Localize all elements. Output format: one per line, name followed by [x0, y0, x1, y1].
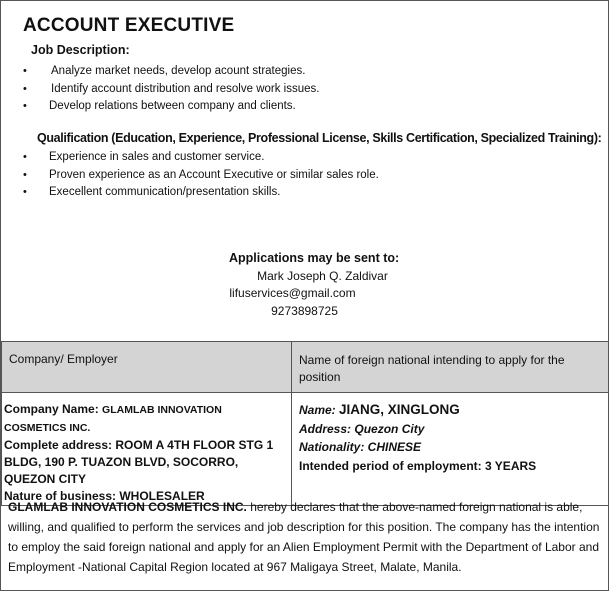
table-row — [2, 393, 609, 506]
name-value: JIANG, XINGLONG — [339, 402, 460, 417]
qualification-heading: Qualification (Education, Experience, Professional License, Skills Certification, Specialized Training): — [37, 131, 602, 145]
nationality-label: Nationality: — [299, 440, 368, 454]
nationality-value: CHINESE — [367, 440, 422, 454]
name-label: Name: — [299, 403, 340, 417]
company-name-value: GLAMLAB INNOVATION COSMETICS INC. — [4, 404, 222, 434]
company-employer-header: Company/ Employer — [2, 342, 292, 393]
bullet-icon: • — [23, 82, 27, 95]
fn-address-value: Quezon City — [354, 421, 425, 436]
declaration-text: hereby declares that the above-named foreign national is able, willing, and qualified to perform the services and job description for this position. The company has the intention to employ the said foreign national and apply for an Alien Employment Permit with the Department of Labor and Employment -National Capital Region located at 967 Maligaya Street, Malate, Manila. — [8, 500, 600, 574]
job-posting: ACCOUNT EXECUTIVE Job Description: • Analyze market needs, develop acount strategies. • Identify account distribution and resolve work issues. • Develop relations between company and clients. Qualification (Education, Experience, Professional License, Skills Certification, Specialized Training): • Experience in sales and customer service. • Proven experience as an Account Executive or similar sales role. • Execellent communication/presentation skills. Applications may be sent to: Mark Joseph Q. Zaldivar lifuservices@gmail.com 9273898725 Company/ Employer Name of foreign national intending to apply for the position Company Name: GLAMLAB INNOVATION COSMETICS INC. Complete address: ROOM A 4TH FLOOR STG 1 BLDG, 190 P. TUAZON BLVD, SOCORRO, QUEZON CITY Nature of business: WHOLESALER Name: JIANG, XINGLONG Address: Quezon City Nationality: CHINESE Intended period of employment: 3 YEARS GLAMLAB INNOVATION COSMETICS INC. hereby declares that the above-named foreign national is able, willing, and qualified to perform the services and job description for this position. The company has the intention to employ the said foreign national and apply for an Alien Employment Permit with the Department of Labor and Employment -National Capital Region located at 967 Maligaya Street, Malate, Manila. — [0, 0, 609, 591]
business-value: WHOLESALER — [119, 489, 205, 503]
fn-address-label: Address: — [299, 421, 355, 436]
declaration-paragraph — [8, 497, 600, 577]
bullet-icon: • — [23, 100, 27, 112]
company-details — [2, 393, 292, 506]
address-value: ROOM A 4TH FLOOR STG 1 BLDG, 190 P. TUAZON BLVD, SOCORRO, QUEZON CITY — [4, 438, 274, 486]
bullet-icon: • — [23, 186, 27, 198]
foreign-national-details — [292, 393, 609, 506]
bullet-icon: • — [23, 168, 27, 181]
page-title: ACCOUNT EXECUTIVE — [23, 15, 235, 36]
address-label: Complete address: — [4, 438, 116, 452]
period-value: 3 YEARS — [485, 458, 537, 473]
company-name-label: Company Name: — [4, 402, 103, 416]
job-description-heading: Job Description: — [31, 43, 130, 57]
foreign-national-header: Name of foreign national intending to apply for the position — [292, 342, 609, 393]
contact-phone[interactable]: 9273898725 — [271, 304, 338, 318]
declaration-company: GLAMLAB INNOVATION COSMETICS INC. — [8, 500, 247, 514]
business-label: Nature of business: — [4, 489, 120, 503]
table-header-row — [2, 342, 609, 393]
bullet-icon: • — [23, 151, 27, 163]
period-label: Intended period of employment: — [299, 458, 486, 473]
contact-email[interactable]: lifuservices@gmail.com — [229, 286, 356, 300]
bullet-icon: • — [23, 65, 27, 77]
applications-heading: Applications may be sent to: — [229, 251, 400, 265]
contact-name: Mark Joseph Q. Zaldivar — [257, 269, 388, 283]
employer-table — [1, 341, 609, 506]
